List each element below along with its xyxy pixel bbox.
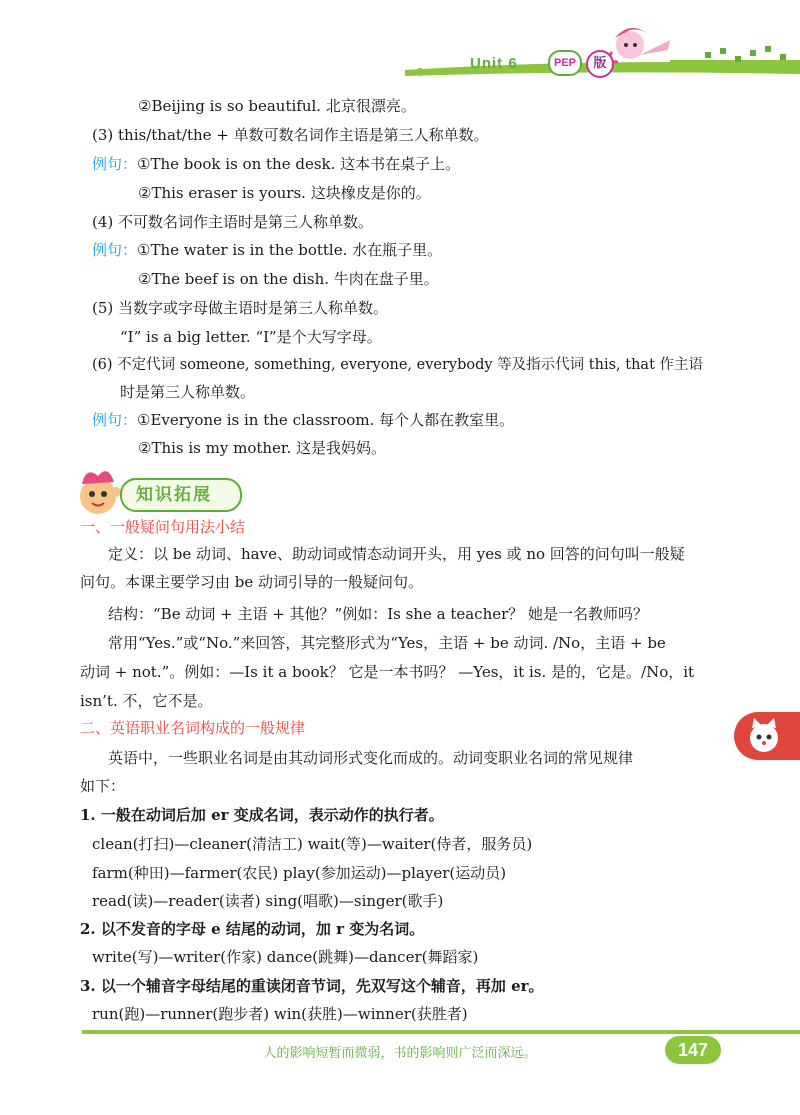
rule-line: (4) 不可数名词作主语时是第三人称单数。	[92, 213, 374, 231]
example-text: ①Everyone is in the classroom. 每个人都在教室里。	[137, 411, 515, 429]
paragraph-line: 动词 + not.”。例如：—Is it a book？ 它是一本书吗？ —Yes，it is. 是的，它是。/No，it	[80, 663, 695, 681]
example-line: ②This is my mother. 这是我妈妈。	[138, 439, 386, 457]
word-pair-line: run(跑)—runner(跑步者) win(获胜)—winner(获胜者)	[92, 1005, 468, 1023]
word-pair-line: read(读)—reader(读者) sing(唱歌)—singer(歌手)	[92, 892, 444, 910]
example-text: ①The book is on the desk. 这本书在桌子上。	[137, 155, 461, 173]
side-tab	[734, 712, 800, 760]
rule-line: (6) 不定代词 someone, something, everyone, everybody 等及指示代词 this, that 作主语	[92, 357, 704, 373]
word-pair-line: write(写)—writer(作家) dance(跳舞)—dancer(舞蹈家)	[92, 948, 479, 966]
paragraph-line: 问句。本课主要学习由 be 动词引导的一般疑问句。	[80, 573, 424, 591]
example-line: ②This eraser is yours. 这块橡皮是你的。	[138, 184, 431, 202]
edition-badge: 版	[586, 50, 614, 78]
header-band	[0, 0, 800, 80]
example-line: ②Beijing is so beautiful. 北京很漂亮。	[138, 97, 416, 115]
example-tag: 例句：	[92, 155, 138, 173]
section-title: 一、一般疑问句用法小结	[80, 518, 246, 536]
pep-badge: PEP	[548, 50, 582, 76]
cat-face-icon	[734, 712, 800, 760]
paragraph-line: 常用“Yes.”或“No.”来回答，其完整形式为“Yes，主语 + be 动词. /No，主语 + be	[108, 634, 666, 652]
example-line	[92, 239, 442, 261]
page-number: 147	[665, 1036, 721, 1064]
rule-line: 2. 以不发音的字母 e 结尾的动词，加 r 变为名词。	[80, 920, 425, 938]
example-line: ②The beef is on the dish. 牛肉在盘子里。	[138, 270, 439, 288]
example-tag: 例句：	[92, 411, 138, 429]
word-pair-line: farm(种田)—farmer(农民) play(参加运动)—player(运动员)	[92, 864, 507, 882]
paragraph-line: 如下：	[80, 777, 126, 795]
unit-label: Unit 6	[470, 55, 518, 72]
rule-line: 时是第三人称单数。	[120, 383, 256, 401]
example-text: ①The water is in the bottle. 水在瓶子里。	[137, 241, 443, 259]
word-pair-line: clean(打扫)—cleaner(清洁工) wait(等)—waiter(侍者，服务员)	[92, 835, 533, 853]
footer-quote: 人的影响短暂而微弱，书的影响则广泛而深远。	[263, 1046, 537, 1061]
rule-line: 3. 以一个辅音字母结尾的重读闭音节词，先双写这个辅音，再加 er。	[80, 977, 544, 995]
example-line: “I” is a big letter. “I”是个大写字母。	[120, 328, 382, 346]
paragraph-line: 定义：以 be 动词、have、助动词或情态动词开头，用 yes 或 no 回答的问句叫一般疑	[108, 545, 685, 563]
section-title: 二、英语职业名词构成的一般规律	[80, 719, 306, 737]
example-line	[92, 153, 460, 175]
example-line	[92, 409, 514, 431]
paragraph-line: isn’t. 不，它不是。	[80, 692, 213, 710]
example-tag: 例句：	[92, 241, 138, 259]
paragraph-line: 结构：“Be 动词 + 主语 + 其他？”例如：Is she a teacher？ 她是一名教师吗？	[108, 605, 649, 623]
knowledge-extension-title: 知识拓展	[120, 478, 242, 512]
rule-line: (5) 当数字或字母做主语时是第三人称单数。	[92, 299, 389, 317]
paragraph-line: 英语中，一些职业名词是由其动词形式变化而成的。动词变职业名词的常见规律	[108, 749, 634, 767]
rule-line: (3) this/that/the + 单数可数名词作主语是第三人称单数。	[92, 126, 489, 144]
footer-rule	[82, 1030, 800, 1034]
rule-line: 1. 一般在动词后加 er 变成名词，表示动作的执行者。	[80, 806, 444, 824]
